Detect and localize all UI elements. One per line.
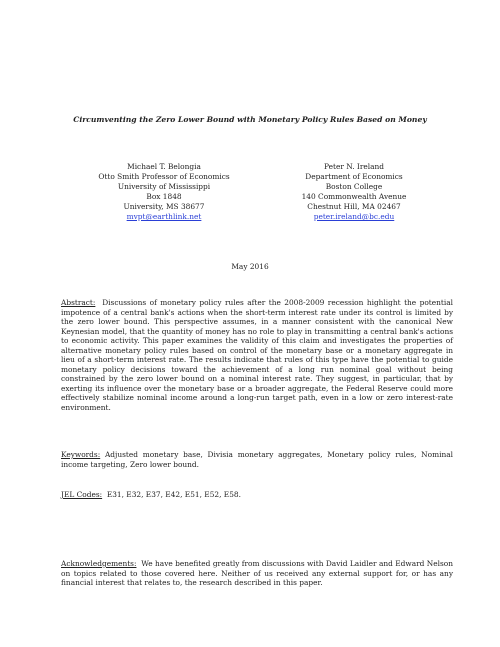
acknowledgements-label: Acknowledgements: [61, 559, 137, 568]
acknowledgements-text: We have benefited greatly from discussions with David Laidler and Edward Nelson on topics related to those covered here. Neither of us received any external support for, or has any financial interest that relates to, the research described in this paper. [61, 559, 453, 587]
author-affiliation-line: Chestnut Hill, MA 02467 [307, 202, 401, 211]
author-affiliation-line: 140 Commonwealth Avenue [301, 192, 407, 201]
author-affiliation-line: Otto Smith Professor of Economics [98, 172, 230, 181]
jel-label: JEL Codes: [61, 490, 103, 499]
author-name: Peter N. Ireland [323, 162, 385, 171]
acknowledgements-section [61, 559, 453, 588]
author-name: Michael T. Belongia [127, 162, 201, 171]
keywords-text: Adjusted monetary base, Divisia monetary aggregates, Monetary policy rules, Nominal income targeting, Zero lower bound. [61, 450, 453, 469]
author-block-ireland [254, 162, 454, 222]
jel-text: E31, E32, E37, E42, E51, E52, E58. [106, 490, 241, 499]
abstract-section [61, 298, 453, 412]
jel-codes-section [61, 490, 453, 500]
author-block-belongia [64, 162, 264, 222]
author-affiliation-line: University, MS 38677 [123, 202, 205, 211]
author-email-link[interactable]: peter.ireland@bc.edu [313, 212, 395, 221]
author-affiliation-line: Boston College [325, 182, 383, 191]
author-affiliation-line: University of Mississippi [117, 182, 211, 191]
keywords-label: Keywords: [61, 450, 101, 459]
author-affiliation-line: Box 1848 [146, 192, 182, 201]
keywords-section [61, 450, 453, 469]
paper-title: Circumventing the Zero Lower Bound with Monetary Policy Rules Based on Money [73, 115, 427, 124]
author-email-link[interactable]: mvpt@earthlink.net [126, 212, 202, 221]
abstract-label: Abstract: [61, 298, 96, 307]
abstract-text: Discussions of monetary policy rules after the 2008-2009 recession highlight the potential impotence of a central bank's actions when the short-term interest rate under its control is limited by the zero lower bound. This perspective assumes, in a manner consistent with the canonical New Keynesian model, that the quantity of money has no role to play in transmitting a central bank's actions to economic activity. This paper examines the validity of this claim and investigates the properties of alternative monetary policy rules based on control of the monetary base or a monetary aggregate in lieu of a short-term interest rate. The results indicate that rules of this type have the potential to guide monetary policy decisions toward the achievement of a long run nominal goal without being constrained by the zero lower bound on a nominal interest rate. They suggest, in particular, that by exerting its influence over the monetary base or a broader aggregate, the Federal Reserve could more effectively stabilize nominal income around a long-run target path, even in a low or zero interest-rate environment. [61, 298, 453, 412]
publication-date: May 2016 [231, 262, 269, 271]
author-affiliation-line: Department of Economics [305, 172, 403, 181]
